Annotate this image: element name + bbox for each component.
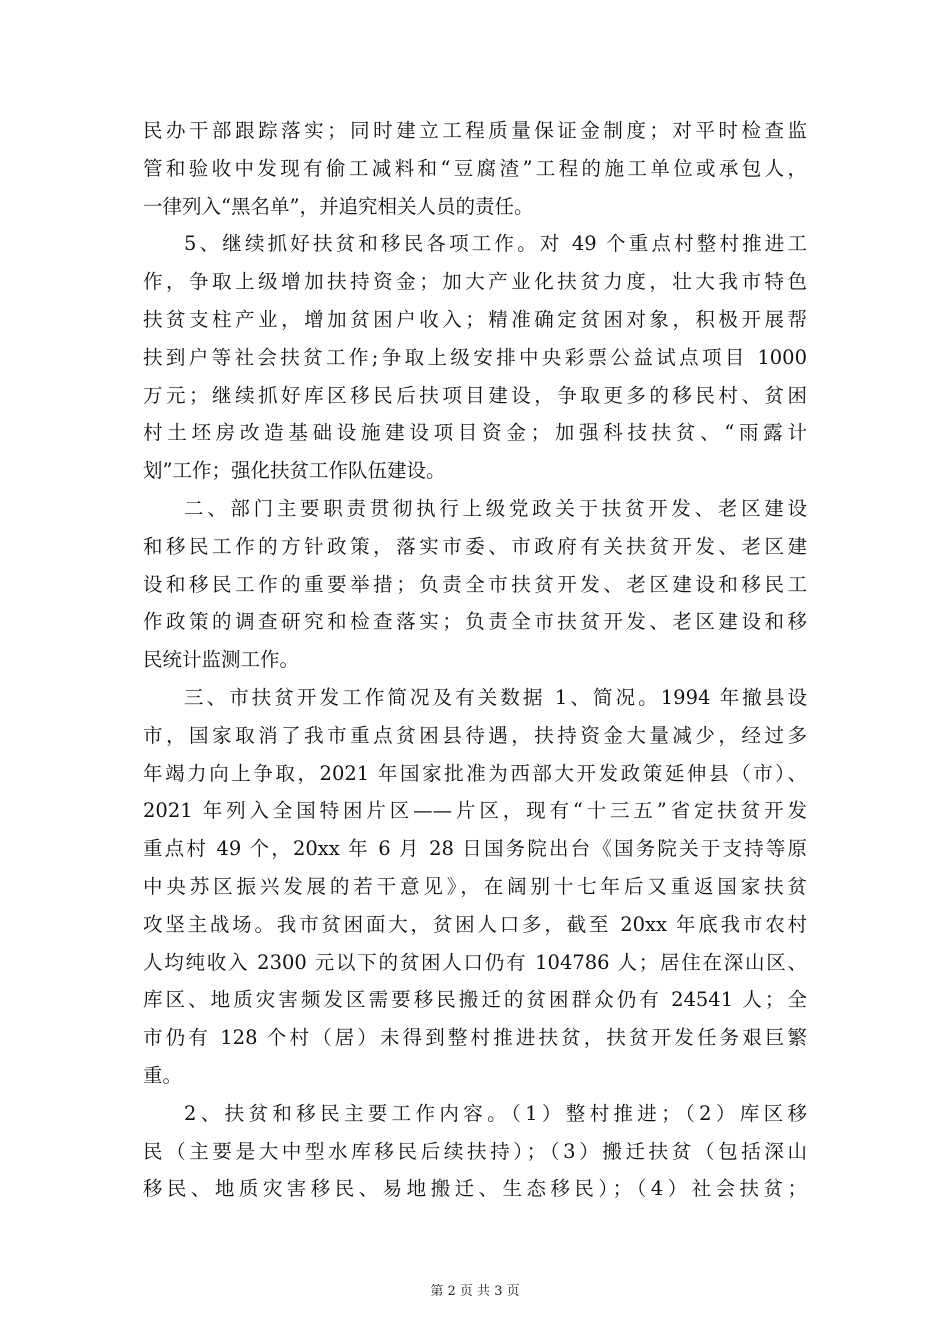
paragraph-line: 民（主要是大中型水库移民后续扶持）；（3）搬迁扶贫（包括深山 xyxy=(143,1139,807,1163)
paragraph-line: 2、扶贫和移民主要工作内容。（1）整村推进；（2）库区移 xyxy=(184,1101,807,1125)
paragraph-line: 三、市扶贫开发工作简况及有关数据 1、简况。1994 年撤县设 xyxy=(184,685,807,709)
paragraph-line: 民办干部跟踪落实；同时建立工程质量保证金制度；对平时检查监 xyxy=(143,119,807,142)
paragraph-line: 二、部门主要职责贯彻执行上级党政关于扶贫开发、老区建设 xyxy=(184,496,807,520)
paragraph xyxy=(143,1095,807,1208)
paragraph-line: 划”工作；强化扶贫工作队伍建设。 xyxy=(143,459,446,483)
paragraph-line: 扶贫支柱产业，增加贫困户收入；精准确定贫困对象，积极开展帮 xyxy=(143,307,807,331)
paragraph xyxy=(143,490,807,679)
paragraph-line: 库区、地质灾害频发区需要移民搬迁的贫困群众仍有 24541 人；全 xyxy=(143,988,807,1012)
paragraph xyxy=(143,679,807,1095)
paragraph-line: 中央苏区振兴发展的若干意见》，在阔别十七年后又重返国家扶贫 xyxy=(143,874,807,898)
paragraph-line: 人均纯收入 2300 元以下的贫困人口仍有 104786 人；居住在深山区、 xyxy=(143,950,807,974)
paragraph-line: 市，国家取消了我市重点贫困县待遇，扶持资金大量减少，经过多 xyxy=(143,723,807,747)
paragraph-line: 一律列入“黑名单”，并追究相关人员的责任。 xyxy=(143,194,534,218)
paragraph-line: 作，争取上级增加扶持资金；加大产业化扶贫力度，壮大我市特色 xyxy=(143,270,807,294)
page-number: 第 2 页 共 3 页 xyxy=(430,1284,520,1299)
paragraph-line: 扶到户等社会扶贫工作;争取上级安排中央彩票公益试点项目 1000 xyxy=(143,345,807,369)
paragraph-line: 2021 年列入全国特困片区——片区，现有“十三五”省定扶贫开发 xyxy=(143,799,807,823)
paragraph-line: 重点村 49 个，20xx 年 6 月 28 日国务院出台《国务院关于支持等原 xyxy=(143,837,807,861)
paragraph-line: 年竭力向上争取，2021 年国家批准为西部大开发政策延伸县（市）、 xyxy=(143,761,807,785)
paragraph xyxy=(143,112,807,225)
paragraph-line: 重。 xyxy=(143,1063,183,1087)
paragraph-line: 和移民工作的方针政策，落实市委、市政府有关扶贫开发、老区建 xyxy=(143,534,807,558)
paragraph-line: 作政策的调查研究和检查落实；负责全市扶贫开发、老区建设和移 xyxy=(143,610,807,634)
paragraph-line: 市仍有 128 个村（居）未得到整村推进扶贫，扶贫开发任务艰巨繁 xyxy=(143,1026,807,1050)
paragraph-line: 万元；继续抓好库区移民后扶项目建设，争取更多的移民村、贫困 xyxy=(143,383,807,407)
paragraph xyxy=(143,225,807,490)
paragraph-line: 移民、地质灾害移民、易地搬迁、生态移民）；（4）社会扶贫； xyxy=(143,1177,807,1201)
paragraph-line: 设和移民工作的重要举措；负责全市扶贫开发、老区建设和移民工 xyxy=(143,572,807,596)
paragraph-line: 5、继续抓好扶贫和移民各项工作。对 49 个重点村整村推进工 xyxy=(184,232,807,256)
paragraph-line: 村土坯房改造基础设施建设项目资金；加强科技扶贫、“雨露计 xyxy=(143,421,807,445)
document-body xyxy=(143,112,807,1208)
paragraph-line: 管和验收中发现有偷工减料和“豆腐渣”工程的施工单位或承包人， xyxy=(143,156,807,180)
paragraph-line: 攻坚主战场。我市贫困面大，贫困人口多，截至 20xx 年底我市农村 xyxy=(143,912,807,936)
paragraph-line: 民统计监测工作。 xyxy=(143,648,300,672)
